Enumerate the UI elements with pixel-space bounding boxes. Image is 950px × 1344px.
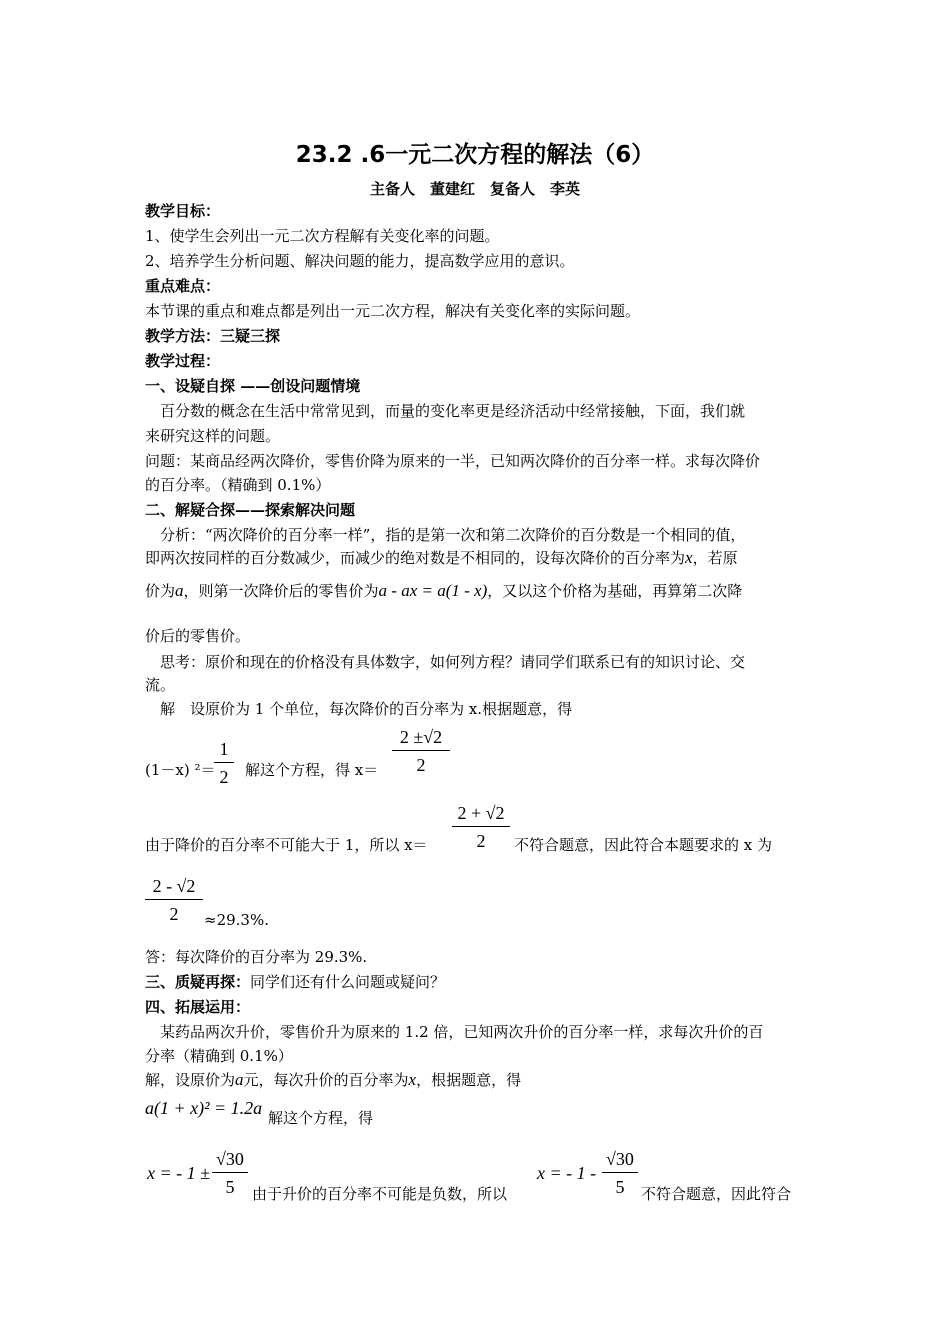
section-2-heading: 二、解疑合探——探索解决问题 [145, 501, 356, 519]
variable-x: x [408, 1070, 417, 1089]
rejected-root [452, 803, 510, 852]
rejected-root-denominator: 2 [476, 831, 486, 851]
equation-1-solution [392, 727, 450, 776]
root-rejection-text: 不符合题意，因此符合 [641, 1185, 792, 1203]
process-heading: 教学过程： [145, 352, 221, 370]
analysis-line-2-text: 即两次按同样的百分数减少，而减少的绝对数是不相同的，设每次降价的百分率为 [145, 549, 686, 567]
root-discussion-text: 由于升价的百分率不可能是负数，所以 [252, 1185, 508, 1203]
analysis-line-2-end: ，若原 [692, 549, 738, 567]
section-1-paragraph-line-1: 百分数的概念在生活中常常见到，而量的变化率更是经济活动中经常接触，下面，我们就 [160, 402, 746, 420]
solution-numerator: 2 ±√2 [399, 727, 443, 747]
think-line-2: 流。 [145, 676, 176, 694]
root-2-lhs: x = - 1 - [537, 1163, 597, 1183]
objectives-heading: 教学目标： [145, 202, 221, 220]
key-text: 本节课的重点和难点都是列出一元二次方程，解决有关变化率的实际问题。 [145, 302, 641, 320]
root-1-fraction [212, 1149, 248, 1198]
root-1-denominator: 5 [225, 1177, 235, 1197]
section-3-line [145, 971, 445, 993]
section-1-paragraph-line-2: 来研究这样的问题。 [145, 427, 281, 445]
solution-intro-mid: 元，每次升价的百分率为 [243, 1071, 409, 1089]
section-4-problem-line-2: 分率（精确到 0.1%） [145, 1047, 293, 1065]
root-1-numerator: √30 [216, 1149, 244, 1169]
variable-x: x [685, 548, 693, 567]
problem-line-1: 问题：某商品经两次降价，零售价降为原来的一半，已知两次降价的百分率一样。求每次降价 [145, 452, 761, 470]
equation-1-lhs: (1－x) ²＝ [145, 761, 216, 779]
analysis-line-3-start: 价为 [145, 582, 176, 600]
rejected-root-numerator: 2 + √2 [457, 803, 505, 823]
analysis-line-3-end: ，又以这个价格为基础，再算第二次降 [487, 582, 743, 600]
teaching-method: 教学方法：三疑三探 [145, 327, 281, 345]
section-3-heading: 三、质疑再探： [145, 973, 251, 991]
objective-1: 1、使学生会列出一元二次方程解有关变化率的问题。 [145, 227, 500, 245]
root-2-denominator: 5 [615, 1177, 625, 1197]
fraction-numerator: 1 [219, 739, 229, 759]
section-4-equation-text: 解这个方程，得 [268, 1109, 374, 1127]
root-2-numerator: √30 [606, 1149, 634, 1169]
solution-intro-start: 解，设原价为 [145, 1071, 236, 1089]
reject-text-end: 不符合题意，因此符合本题要求的 x 为 [514, 836, 772, 854]
section-4-solution-intro [145, 1069, 521, 1091]
section-1-heading: 一、设疑自探 ——创设问题情境 [145, 377, 361, 395]
analysis-line-4: 价后的零售价。 [145, 627, 251, 645]
answer-line: 答：每次降价的百分率为 29.3%. [145, 948, 368, 966]
section-4-heading: 四、拓展运用： [145, 998, 251, 1016]
root-1-lhs: x = - 1 ± [147, 1163, 211, 1183]
fraction-denominator: 2 [219, 767, 229, 787]
accepted-root-denominator: 2 [169, 904, 179, 924]
approximation: ≈29.3%. [204, 911, 269, 929]
solution-denominator: 2 [416, 755, 426, 775]
authors-line: 主备人 董建红 复备人 李英 [369, 180, 580, 198]
accepted-root-numerator: 2 - √2 [152, 876, 196, 896]
analysis-line-2 [145, 547, 738, 569]
solution-intro-end: ，根据题意，得 [416, 1071, 522, 1089]
variable-a: a [235, 1070, 244, 1089]
problem-line-2: 的百分率。（精确到 0.1%） [145, 476, 331, 494]
objective-2: 2、培养学生分析问题、解决问题的能力，提高数学应用的意识。 [145, 252, 575, 270]
accepted-root [145, 876, 203, 925]
reject-text-start: 由于降价的百分率不可能大于 1，所以 x＝ [145, 836, 428, 854]
price-formula: a - ax = a(1 - x) [378, 581, 488, 600]
variable-a: a [175, 581, 184, 600]
section-4-problem-line-1: 某药品两次升价，零售价升为原来的 1.2 倍，已知两次升价的百分率一样，求每次升价的百 [160, 1023, 764, 1041]
equation-1-text: 解这个方程，得 x＝ [245, 761, 379, 779]
analysis-line-1: 分析：“两次降价的百分率一样”，指的是第一次和第二次降价的百分数是一个相同的值， [160, 526, 746, 544]
page-title: 23.2 .6一元二次方程的解法（6） [295, 142, 655, 168]
equation-1-fraction [214, 739, 234, 788]
root-2-fraction [602, 1149, 638, 1198]
section-4-equation: a(1 + x)² = 1.2a [145, 1098, 263, 1118]
key-heading: 重点难点： [145, 277, 221, 295]
analysis-line-3-mid: ，则第一次降价后的零售价为 [183, 582, 379, 600]
section-3-text: 同学们还有什么问题或疑问？ [250, 973, 446, 991]
think-line-1: 思考：原价和现在的价格没有具体数字，如何列方程？请同学们联系已有的知识讨论、交 [160, 653, 746, 671]
solution-intro: 解 设原价为 1 个单位，每次降价的百分率为 x.根据题意，得 [160, 700, 573, 718]
analysis-line-3 [145, 580, 742, 602]
